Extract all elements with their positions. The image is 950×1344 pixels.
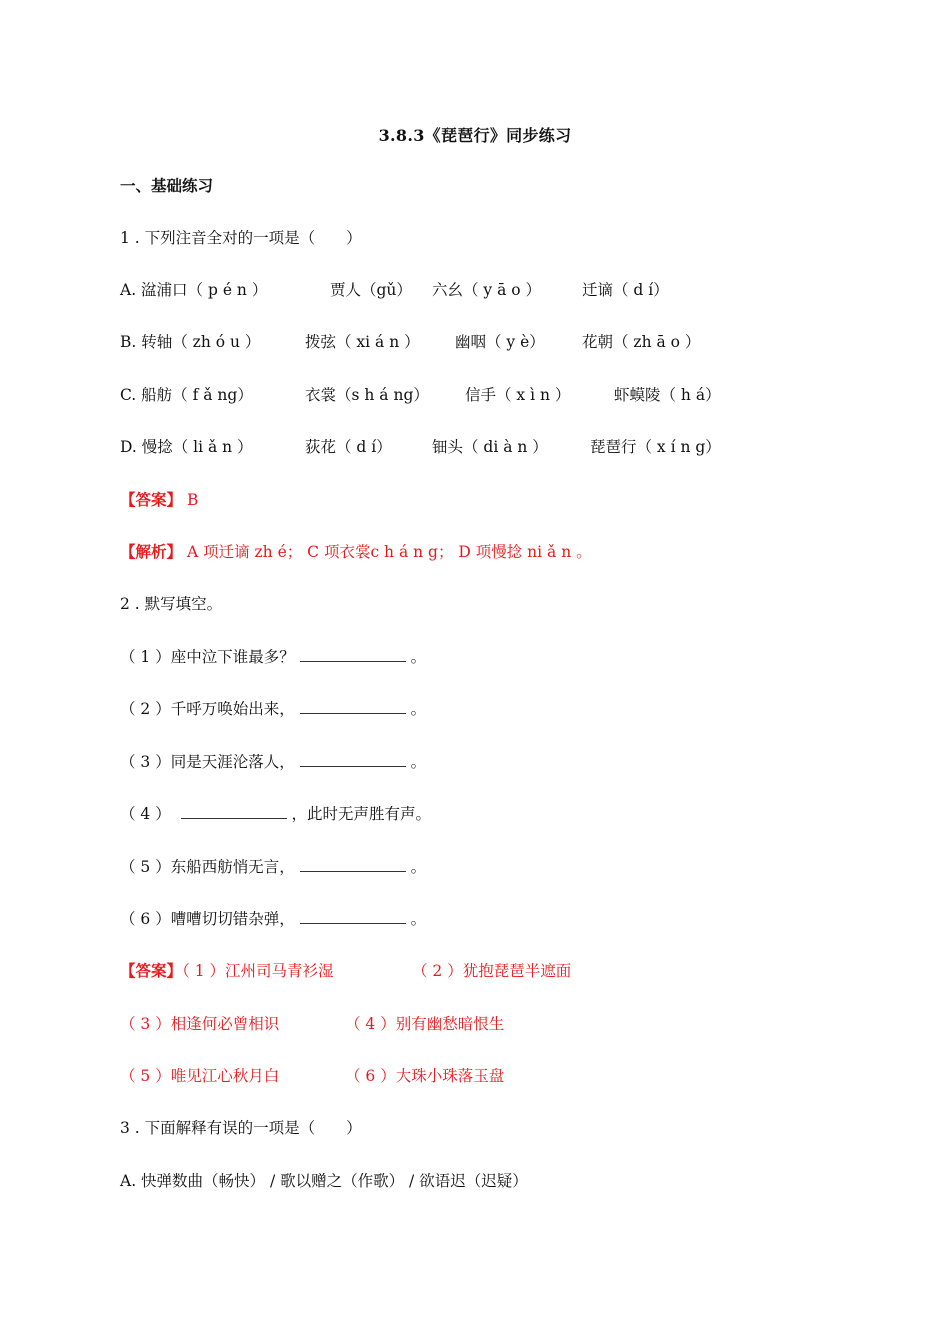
question-2-stem: 2 . 默写填空。 xyxy=(120,595,223,613)
fill-item-1: （ 1 ）座中泣下谁最多？ 。 xyxy=(120,648,427,666)
question-1-analysis: 【解析】 A 项迁谪 zh é； C 项衣裳c h á n g； D 项慢捻 ni ǎ n 。 xyxy=(120,542,592,561)
fill-blank xyxy=(181,804,287,819)
fill-blank xyxy=(300,699,406,714)
fill-item-6: （ 6 ）嘈嘈切切错杂弹， 。 xyxy=(120,910,427,928)
fill-item-4: （ 4 ） ，此时无声胜有声。 xyxy=(120,805,432,823)
question-2-answer-5: （ 5 ）唯见江心秋月白 xyxy=(120,1067,280,1085)
fill-item-2: （ 2 ）千呼万唤始出来， 。 xyxy=(120,700,427,718)
fill-blank xyxy=(300,857,406,872)
fill-blank xyxy=(300,752,406,767)
question-3-stem: 3 . 下面解释有误的一项是（ ） xyxy=(120,1119,362,1137)
section-heading: 一、基础练习 xyxy=(120,176,214,195)
question-2-answer-row-1: 【答案】（ 1 ）江州司马青衫湿 xyxy=(120,961,334,980)
document-page: 3.8.3《琵琶行》同步练习 一、基础练习 1 . 下列注音全对的一项是（ ） A. 湓浦口（ p é n ） 贾人（gǔ） 六幺（ y ā o ） 迁谪（ d í） B. 转轴（ zh ó u ） 拨弦（ xi á n ） 幽咽（ y è） 花朝（ zh ā o ） C. 船舫（ f ǎ ng） 衣裳（s h á ng） 信手（ x ì n ） 虾蟆陵（ h á） D. 慢捻（ li ǎ n ） 荻花（ d í） 钿头（ di à n ） 琵琶行（ x í n g） 【答案】 B 【解析】 A 项迁谪 zh é； C 项衣裳c h á n g； D 项慢捻 ni ǎ n 。 2 . 默写填空。 （ 1 ）座中泣下谁最多？ 。 （ 2 ）千呼万唤始出来， 。 （ 3 ）同是天涯沦落人， 。 （ 4 ） ，此时无声胜有声。 （ 5 ）东船西舫悄无言， 。 （ 6 ）嘈嘈切切错杂弹， 。 【答案】（ 1 ）江州司马青衫湿 （ 2 ）犹抱琵琶半遮面 （ 3 ）相逢何必曾相识 （ 4 ）别有幽愁暗恨生 （ 5 ）唯见江心秋月白 （ 6 ）大珠小珠落玉盘 3 . 下面解释有误的一项是（ ） A. 快弹数曲（畅快） / 歌以赠之（作歌） / 欲语迟（迟疑） xyxy=(0,0,950,1344)
question-1-answer: 【答案】 B xyxy=(120,490,199,509)
question-1-stem: 1 . 下列注音全对的一项是（ ） xyxy=(120,229,362,247)
question-3-option-a: A. 快弹数曲（畅快） / 歌以赠之（作歌） / 欲语迟（迟疑） xyxy=(120,1172,528,1190)
fill-blank xyxy=(300,909,406,924)
question-2-answer-2: （ 2 ）犹抱琵琶半遮面 xyxy=(412,962,572,980)
page-title: 3.8.3《琵琶行》同步练习 xyxy=(378,126,572,145)
question-2-answer-4: （ 4 ）别有幽愁暗恨生 xyxy=(345,1015,505,1033)
question-2-answer-3: （ 3 ）相逢何必曾相识 xyxy=(120,1015,280,1033)
fill-item-3: （ 3 ）同是天涯沦落人， 。 xyxy=(120,753,427,771)
fill-blank xyxy=(300,647,406,662)
question-2-answer-6: （ 6 ）大珠小珠落玉盘 xyxy=(345,1067,505,1085)
fill-item-5: （ 5 ）东船西舫悄无言， 。 xyxy=(120,858,427,876)
